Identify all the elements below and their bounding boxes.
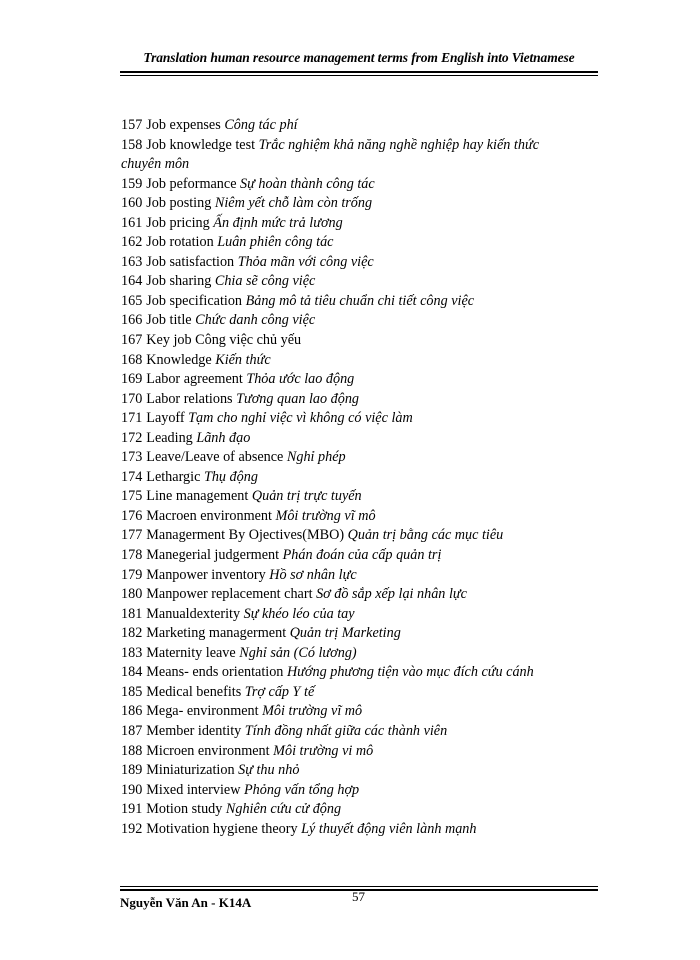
entry-english-term: Managerment By Ojectives(MBO) (146, 527, 345, 544)
entry-english-term: Job peformance (146, 175, 237, 192)
entry-english-term: Manegerial judgerment (146, 547, 280, 564)
entry-number: 187 (121, 722, 143, 739)
entry-number: 180 (121, 586, 143, 603)
glossary-entry (121, 761, 601, 781)
entry-number: 185 (121, 683, 143, 700)
entry-number: 172 (121, 429, 143, 446)
entry-english-term: Job satisfaction (146, 253, 235, 270)
glossary-entry (121, 487, 601, 507)
entry-vietnamese-term: Chia sẽ công việc (214, 273, 316, 290)
entry-number: 186 (121, 703, 143, 720)
entry-english-term: Manpower inventory (146, 566, 266, 583)
entry-english-term: Manpower replacement chart (146, 586, 313, 603)
entry-english-term: Job specification (146, 292, 243, 309)
entry-vietnamese-term: Môi trường vĩ mô (275, 507, 376, 524)
entry-number: 175 (121, 488, 143, 505)
entry-english-term: Job posting (146, 195, 212, 212)
entry-number: 164 (121, 273, 143, 290)
entry-english-term: Layoff (146, 410, 185, 427)
glossary-entry (121, 683, 601, 703)
entry-number: 176 (121, 507, 143, 524)
entry-english-term: Mega- environment (146, 703, 259, 720)
entry-english-term: Maternity leave (146, 644, 236, 661)
entry-english-term: Line management (146, 488, 249, 505)
entry-number: 177 (121, 527, 143, 544)
entry-vietnamese-term: Phán đoán của cấp quản trị (282, 547, 442, 564)
entry-vietnamese-term: Hồ sơ nhân lực (269, 566, 357, 583)
entry-vietnamese-term: Trắc nghiệm khả năng nghề nghiệp hay kiến thức chuyên môn (121, 136, 539, 173)
glossary-entry (121, 292, 601, 312)
entry-number: 183 (121, 644, 143, 661)
entry-vietnamese-term: Phỏng vấn tổng hợp (244, 781, 360, 798)
entry-number: 160 (121, 195, 143, 212)
footer-author: Nguyễn Văn An - K14A (120, 895, 252, 910)
entry-vietnamese-term: Chức danh công việc (195, 312, 316, 329)
entry-english-term: Labor relations (146, 390, 233, 407)
entry-english-term: Microen environment (146, 742, 270, 759)
entry-english-term: Job rotation (146, 234, 214, 251)
entry-english-term: Member identity (146, 722, 242, 739)
entry-vietnamese-term: Môi trường vĩ mô (262, 703, 363, 720)
entry-number: 162 (121, 234, 143, 251)
entry-number: 159 (121, 175, 143, 192)
glossary-entry (121, 390, 601, 410)
entry-english-term: Labor agreement (146, 371, 243, 388)
entry-vietnamese-term: Nghiên cứu cử động (225, 801, 342, 818)
entry-number: 188 (121, 742, 143, 759)
entry-number: 192 (121, 820, 143, 837)
entry-vietnamese-term: Nghỉ phép (286, 449, 346, 466)
entry-vietnamese-term: Lãnh đạo (196, 429, 251, 446)
glossary-entry (121, 800, 601, 820)
entry-number: 170 (121, 390, 143, 407)
entry-number: 167 (121, 332, 143, 349)
glossary-entry (121, 722, 601, 742)
entry-vietnamese-term: Tính đồng nhất giữa các thành viên (244, 722, 448, 739)
entry-vietnamese-term: Trợ cấp Y tế (244, 683, 315, 700)
glossary-entry (121, 644, 601, 664)
entry-english-term: Leading (146, 429, 193, 446)
entry-english-term: Motivation hygiene theory (146, 820, 298, 837)
glossary-entry (121, 605, 601, 625)
entry-number: 182 (121, 625, 143, 642)
glossary-entry (121, 448, 601, 468)
glossary-entry (121, 409, 601, 429)
footer-rule-thin (120, 886, 598, 887)
entry-number: 184 (121, 664, 143, 681)
entry-number: 174 (121, 468, 143, 485)
entry-english-term: Job sharing (146, 273, 212, 290)
entry-number: 168 (121, 351, 143, 368)
running-header: Translation human resource management terms from English into Vietnamese (143, 50, 575, 65)
entry-vietnamese-term: Công tác phí (224, 117, 298, 133)
entry-number: 169 (121, 371, 143, 388)
entry-english-term: Manualdexterity (146, 605, 241, 622)
entry-number: 157 (121, 117, 143, 133)
entry-number: 173 (121, 449, 143, 466)
entry-english-term: Motion study (146, 801, 223, 818)
glossary-entry (121, 370, 601, 390)
entry-number: 191 (121, 801, 143, 818)
glossary-entry (121, 429, 601, 449)
entry-english-term: Macroen environment (146, 507, 272, 524)
glossary-entry (121, 566, 601, 586)
entry-number: 190 (121, 781, 143, 798)
entry-number: 178 (121, 547, 143, 564)
glossary-entry (121, 136, 581, 175)
glossary-entry (121, 585, 601, 605)
entry-vietnamese-term: Sự thu nhỏ (238, 762, 300, 779)
glossary-entry (121, 331, 601, 351)
glossary-entry (121, 116, 601, 136)
entry-vietnamese-term: Sự khéo léo của tay (243, 605, 355, 622)
page-number: 57 (352, 889, 365, 904)
glossary-entry (121, 253, 601, 273)
entry-number: 189 (121, 762, 143, 779)
entry-english-term: Key job Công việc chủ yếu (146, 332, 302, 349)
entry-english-term: Means- ends orientation (146, 664, 284, 681)
glossary-entry (121, 175, 601, 195)
entry-number: 181 (121, 605, 143, 622)
entry-vietnamese-term: Quản trị Marketing (289, 625, 401, 642)
entry-english-term: Job title (146, 312, 192, 329)
entry-vietnamese-term: Bảng mô tả tiêu chuẩn chi tiết công việc (245, 292, 475, 309)
entry-english-term: Job knowledge test (146, 136, 256, 153)
glossary-entry (121, 194, 601, 214)
glossary-entry (121, 702, 601, 722)
entry-english-term: Marketing managerment (146, 625, 287, 642)
entry-vietnamese-term: Kiến thức (215, 351, 271, 368)
entry-number: 163 (121, 253, 143, 270)
glossary-entry (121, 546, 601, 566)
glossary-entry (121, 311, 601, 331)
entry-vietnamese-term: Quản trị trực tuyến (251, 488, 362, 505)
entry-vietnamese-term: Tạm cho nghỉ việc vì không có việc làm (188, 410, 413, 427)
entry-number: 165 (121, 292, 143, 309)
header-rule (120, 71, 598, 73)
glossary-entry (121, 507, 601, 527)
glossary-entry (121, 526, 601, 546)
entry-number: 166 (121, 312, 143, 329)
entry-vietnamese-term: Thỏa mãn với công việc (237, 253, 374, 270)
glossary-entry (121, 624, 601, 644)
entry-vietnamese-term: Luân phiên công tác (217, 234, 334, 251)
entry-number: 161 (121, 214, 143, 231)
entry-english-term: Medical benefits (146, 683, 242, 700)
entry-vietnamese-term: Sự hoàn thành công tác (240, 175, 375, 192)
entry-vietnamese-term: Sơ đồ sắp xếp lại nhân lực (316, 586, 467, 603)
entry-vietnamese-term: Lý thuyết động viên lành mạnh (301, 820, 477, 837)
entry-english-term: Lethargic (146, 468, 201, 485)
entry-number: 171 (121, 410, 143, 427)
entry-vietnamese-term: Thỏa ước lao động (246, 371, 355, 388)
entry-vietnamese-term: Nghỉ sản (Có lương) (239, 644, 357, 661)
glossary-list (121, 116, 601, 839)
entry-vietnamese-term: Thụ động (203, 468, 258, 485)
entry-english-term: Mixed interview (146, 781, 241, 798)
entry-number: 179 (121, 566, 143, 583)
entry-vietnamese-term: Môi trường vi mô (273, 742, 374, 759)
glossary-entry (121, 272, 601, 292)
glossary-entry (121, 468, 601, 488)
entry-number: 158 (121, 136, 143, 153)
entry-vietnamese-term: Hướng phương tiện vào mục đích cứu cánh (286, 664, 534, 681)
glossary-entry (121, 233, 601, 253)
glossary-entry (121, 351, 601, 371)
entry-vietnamese-term: Quản trị bằng các mục tiêu (347, 527, 504, 544)
entry-vietnamese-term: Niêm yết chỗ làm còn trống (214, 195, 373, 212)
entry-english-term: Job pricing (146, 214, 210, 231)
glossary-entry (121, 742, 601, 762)
entry-english-term: Knowledge (146, 351, 212, 368)
entry-english-term: Job expenses (146, 117, 221, 133)
glossary-entry (121, 214, 601, 234)
header-rule-thin (120, 75, 598, 76)
glossary-entry (121, 781, 601, 801)
glossary-entry (121, 663, 601, 683)
glossary-entry (121, 820, 601, 840)
entry-english-term: Miniaturization (146, 762, 235, 779)
entry-vietnamese-term: Ấn định mức trả lương (213, 214, 343, 231)
entry-vietnamese-term: Tương quan lao động (236, 390, 360, 407)
entry-english-term: Leave/Leave of absence (146, 449, 284, 466)
